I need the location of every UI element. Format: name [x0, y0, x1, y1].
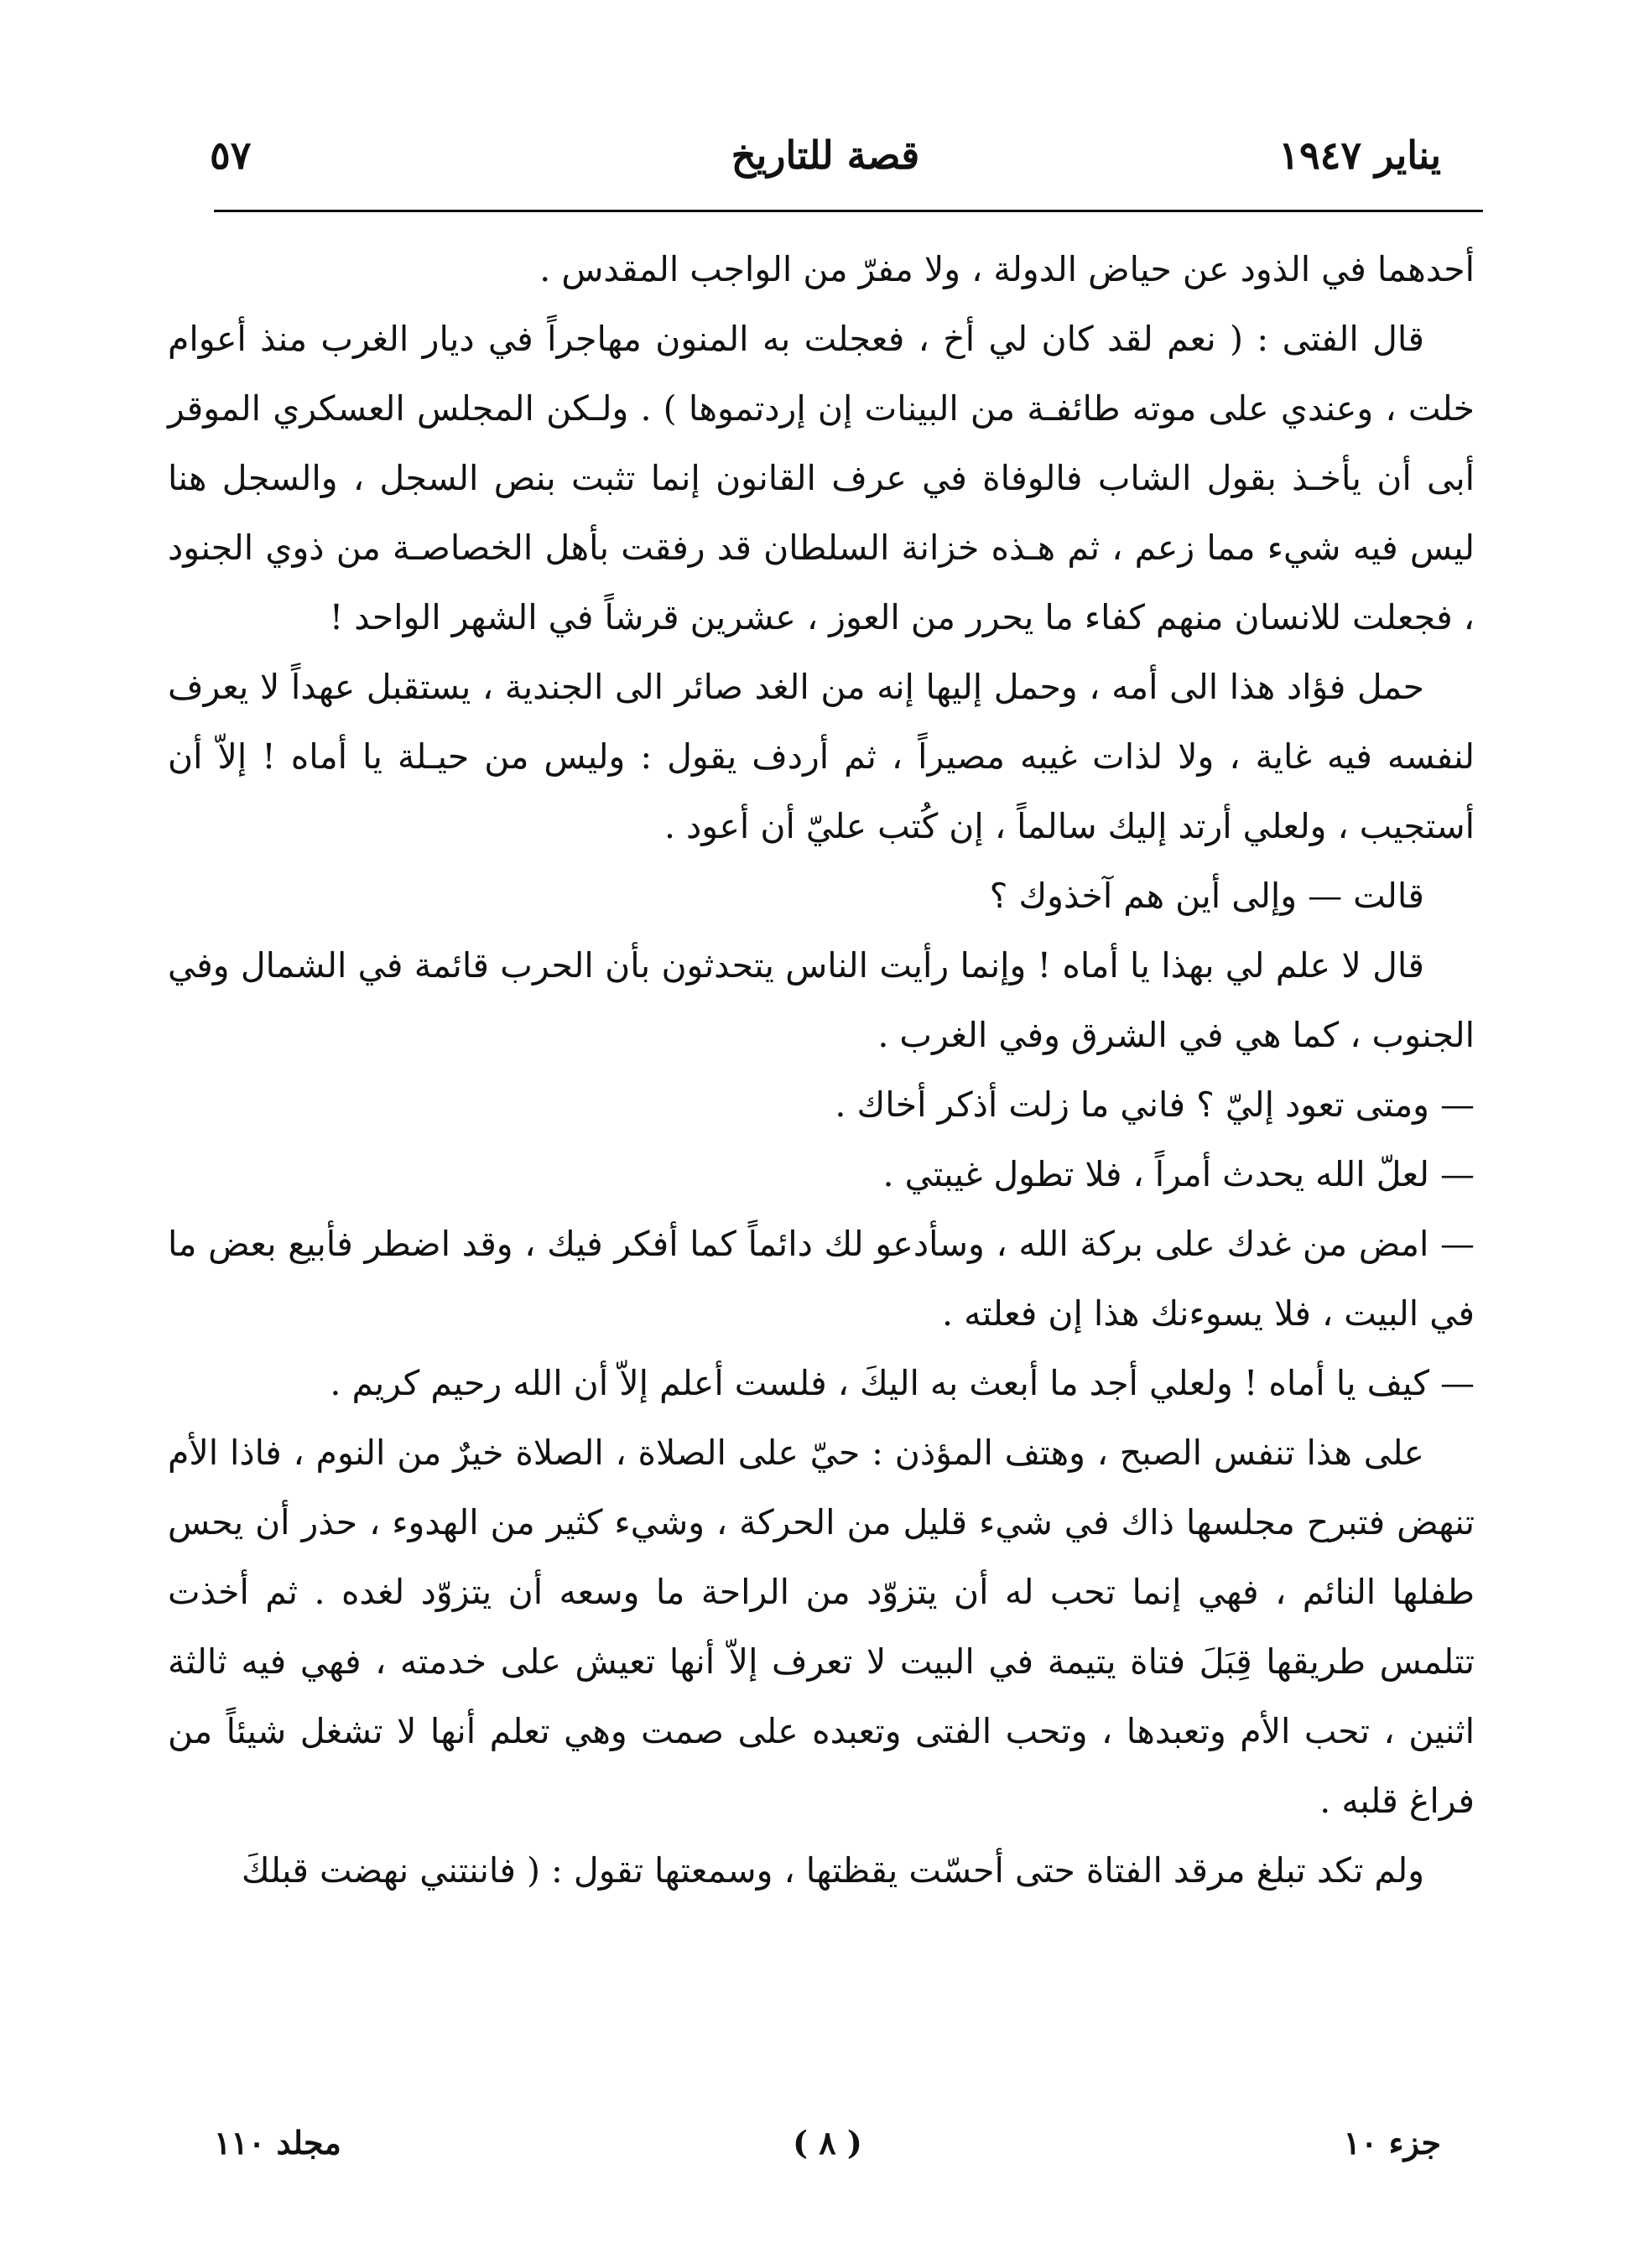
dialogue-line: — ومتى تعود إليّ ؟ فاني ما زلت أذكر أخاك .: [835, 1085, 1475, 1125]
article-body: [168, 235, 1475, 1906]
header-divider: [214, 210, 1483, 212]
running-header: [210, 117, 1441, 193]
paragraph: حمل فؤاد هذا الى أمه ، وحمل إليها إنه من الغد صائر الى الجندية ، يستقبل عهداً لا يعرف لنفسه فيه غاية ، ولا لذات غيبه مصيراً ، ثم أردف يقول : وليس من حيـلة يا أماه ! إلاّ أن أستجيب ، ولعلي أرتد إليك سالماً ، إن كُتب عليّ أن أعود .: [168, 667, 1475, 846]
dialogue-line: — لعلّ الله يحدث أمراً ، فلا تطول غيبتي .: [882, 1154, 1475, 1194]
paragraph: ولم تكد تبلغ مرقد الفتاة حتى أحسّت يقظتها ، وسمعتها تقول : ( فاننتني نهضت قبلكَ: [241, 1850, 1424, 1891]
footer-signature-mark: ( ٨ ): [793, 2124, 862, 2161]
footer-part: جزء ١٠: [1343, 2124, 1441, 2161]
dialogue-line: — امض من غدك على بركة الله ، وسأدعو لك دائماً كما أفكر فيك ، وقد اضطر فأبيع بعض ما في البيت ، فلا يسوءنك هذا إن فعلته .: [168, 1224, 1475, 1334]
paragraph: قال لا علم لي بهذا يا أماه ! وإنما رأيت الناس يتحدثون بأن الحرب قائمة في الشمال وفي الجنوب ، كما هي في الشرق وفي الغرب .: [168, 945, 1475, 1055]
paragraph: على هذا تنفس الصبح ، وهتف المؤذن : حيّ على الصلاة ، الصلاة خيرٌ من النوم ، فاذا الأم تنهض فتبرح مجلسها ذاك في شيء قليل من الحركة ، وشيء كثير من الهدوء ، حذر أن يحس طفلها النائم ، فهي إنما تحب له أن يتزوّد من الراحة ما وسعه أن يتزوّد لغده . ثم أخذت تتلمس طريقها قِبَلَ فتاة يتيمة في البيت لا تعرف إلاّ أنها تعيش على خدمته ، فهي فيه ثالثة اثنين ، تحب الأم وتعبدها ، وتحب الفتى وتعبده على صمت وهي تعلم أنها لا تشغل شيئاً من فراغ قلبه .: [168, 1433, 1475, 1821]
footer-volume: مجلد ١١٠: [214, 2124, 341, 2161]
header-date: يناير ١٩٤٧: [1278, 133, 1441, 178]
paragraph: قال الفتى : ( نعم لقد كان لي أخ ، فعجلت به المنون مهاجراً في ديار الغرب منذ أعوام خلت ، وعندي على موته طائفـة من البينات إن إردتموها ) . ولـكن المجلس العسكري الموقر أبى أن يأخـذ بقول الشاب فالوفاة في عرف القانون إنما تثبت بنص السجل ، والسجل هنا ليس فيه شيء مما زعم ، ثم هـذه خزانة السلطان قد رفقت بأهل الخصاصـة من ذوي الجنود ، فجعلت للانسان منهم كفاء ما يحرر من العوز ، عشرين قرشاً في الشهر الواحد !: [168, 319, 1475, 637]
dialogue-line: — كيف يا أماه ! ولعلي أجد ما أبعث به اليكَ ، فلست أعلم إلاّ أن الله رحيم كريم .: [330, 1363, 1475, 1403]
header-page-number: ٥٧: [210, 133, 252, 178]
page-footer: [214, 2114, 1441, 2172]
header-section-title: قصة للتاريخ: [731, 133, 920, 178]
paragraph: قالت — وإلى أين هم آخذوك ؟: [989, 876, 1424, 916]
paragraph-continuation: أحدهما في الذود عن حياض الدولة ، ولا مفرّ من الواجب المقدس .: [539, 249, 1475, 289]
